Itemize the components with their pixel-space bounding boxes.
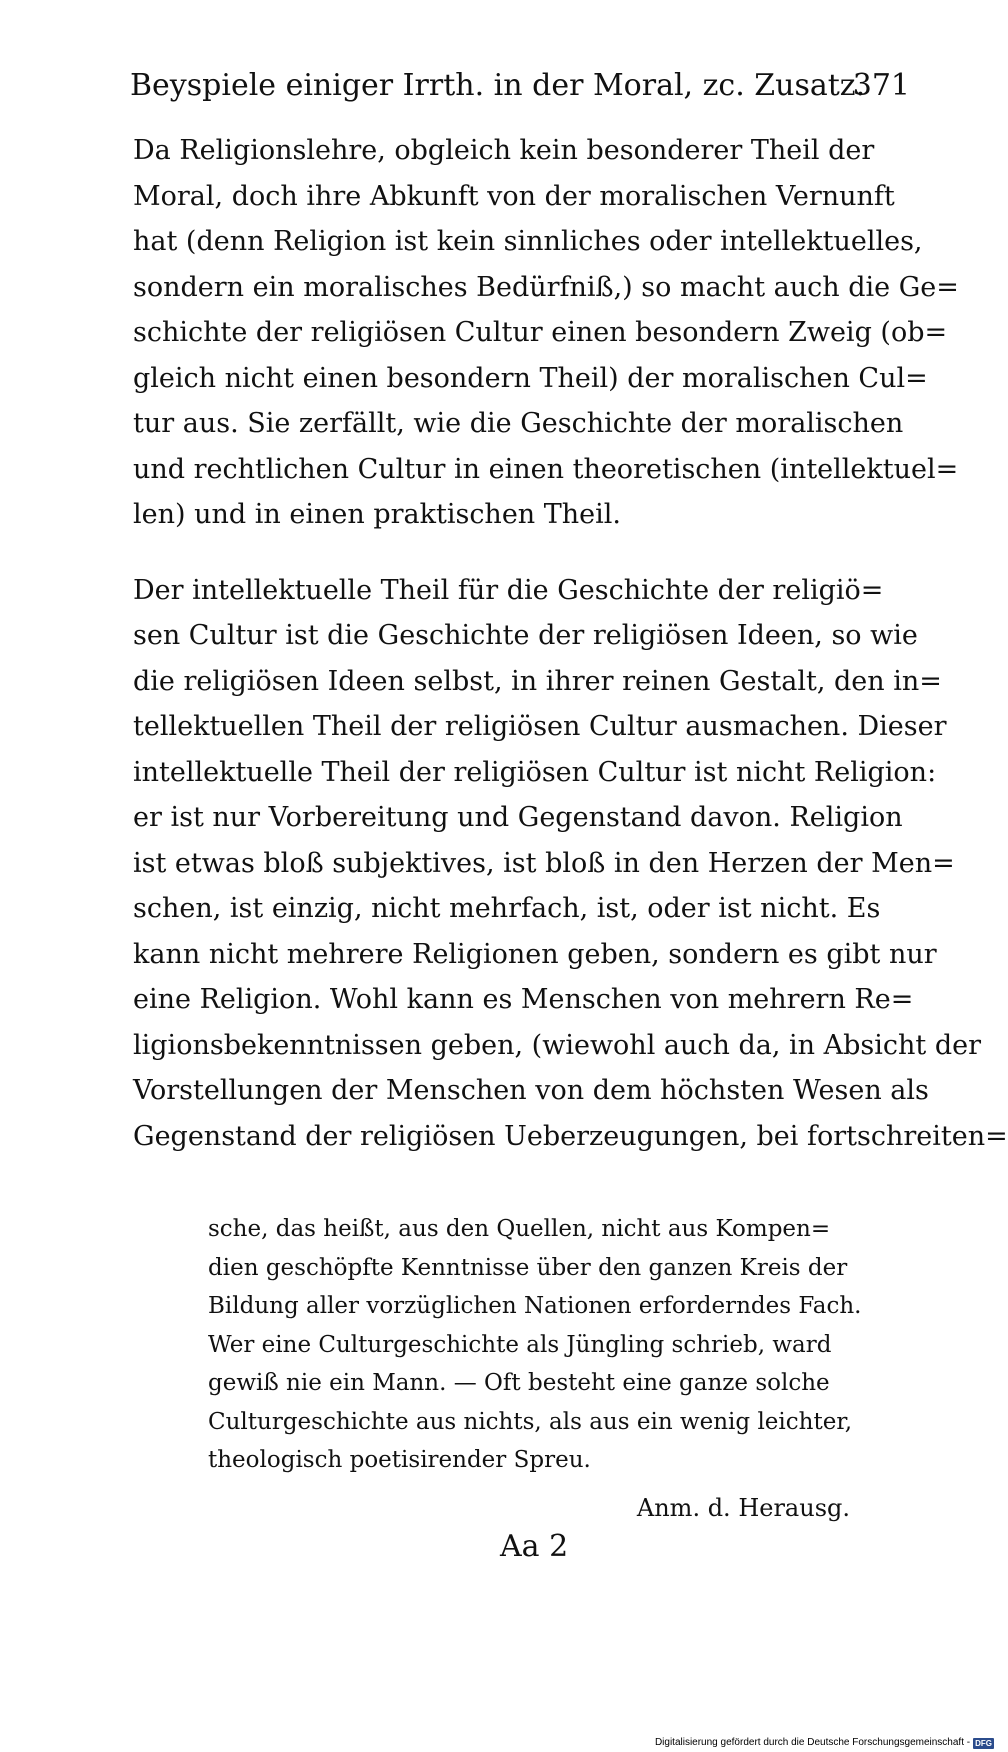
text-line: kann nicht mehrere Religionen geben, sondern es gibt nur: [133, 938, 937, 970]
footnote-line: dien geschöpfte Kenntnisse über den ganzen Kreis der: [208, 1254, 848, 1281]
dfg-logo-icon: DFG: [975, 1738, 992, 1748]
text-line: Vorstellungen der Menschen von dem höchsten Wesen als: [133, 1075, 929, 1106]
page-header: [130, 66, 910, 106]
text-line: ligionsbekenntnissen geben, (wiewohl auch da, in Absicht der: [133, 1029, 982, 1061]
text-line: sondern ein moralisches Bedürfniß,) so macht auch die Ge=: [133, 271, 959, 303]
footnote-line: Culturgeschichte aus nichts, als aus ein wenig leichter,: [208, 1408, 853, 1435]
text-line: Da Religionslehre, obgleich kein besonderer Theil der: [133, 135, 875, 166]
page-number: 371: [852, 68, 910, 103]
text-line: intellektuelle Theil der religiösen Cultur ist nicht Religion:: [133, 756, 937, 788]
printer-signature-mark: Aa 2: [500, 1529, 569, 1564]
text-line: eine Religion. Wohl kann es Menschen von mehrern Re=: [133, 984, 914, 1015]
text-line: Der intellektuelle Theil für die Geschichte der religiö=: [133, 574, 884, 606]
running-title: Beyspiele einiger Irrth. in der Moral, zc. Zusatz.: [130, 68, 866, 103]
paragraph-gap: [133, 538, 901, 568]
main-text: [133, 128, 1008, 1159]
text-line: hat (denn Religion ist kein sinnliches oder intellektuelles,: [133, 226, 923, 257]
text-line: sen Cultur ist die Geschichte der religiösen Ideen, so wie: [133, 620, 918, 651]
footnote-attribution: Anm. d. Herausg.: [636, 1494, 850, 1522]
footnote-line: Wer eine Culturgeschichte als Jüngling schrieb, ward: [208, 1331, 832, 1358]
text-line: und rechtlichen Cultur in einen theoretischen (intellektuel=: [133, 453, 959, 485]
text-line: Gegenstand der religiösen Ueberzeugungen, bei fortschreiten=: [133, 1120, 1008, 1152]
text-line: er ist nur Vorbereitung und Gegenstand davon. Religion: [133, 802, 903, 833]
text-line: Moral, doch ihre Abkunft von der moralischen Vernunft: [133, 180, 895, 212]
footnote-line: gewiß nie ein Mann. — Oft besteht eine ganze solche: [208, 1370, 830, 1396]
digitization-credit: [655, 1736, 994, 1750]
text-line: tellektuellen Theil der religiösen Cultur ausmachen. Dieser: [133, 711, 947, 742]
footnote-line: theologisch poetisirender Spreu.: [208, 1447, 591, 1473]
text-line: tur aus. Sie zerfällt, wie die Geschichte der moralischen: [133, 408, 904, 439]
credit-text: Digitalisierung gefördert durch die Deutsche Forschungsgemeinschaft -: [654, 1737, 971, 1748]
text-line: len) und in einen praktischen Theil.: [133, 499, 622, 530]
footnote: [208, 1210, 898, 1480]
footnote-line: sche, das heißt, aus den Quellen, nicht aus Kompen=: [208, 1216, 831, 1242]
paragraph-1: [133, 128, 959, 538]
paragraph-2: [133, 568, 1008, 1160]
text-line: die religiösen Ideen selbst, in ihrer reinen Gestalt, den in=: [133, 665, 942, 697]
text-line: schichte der religiösen Cultur einen besondern Zweig (ob=: [133, 317, 948, 348]
text-line: ist etwas bloß subjektives, ist bloß in den Herzen der Men=: [133, 847, 955, 879]
footnote-line: Bildung aller vorzüglichen Nationen erforderndes Fach.: [208, 1293, 862, 1319]
text-line: schen, ist einzig, nicht mehrfach, ist, oder ist nicht. Es: [133, 893, 881, 924]
text-line: gleich nicht einen besondern Theil) der moralischen Cul=: [133, 362, 928, 394]
